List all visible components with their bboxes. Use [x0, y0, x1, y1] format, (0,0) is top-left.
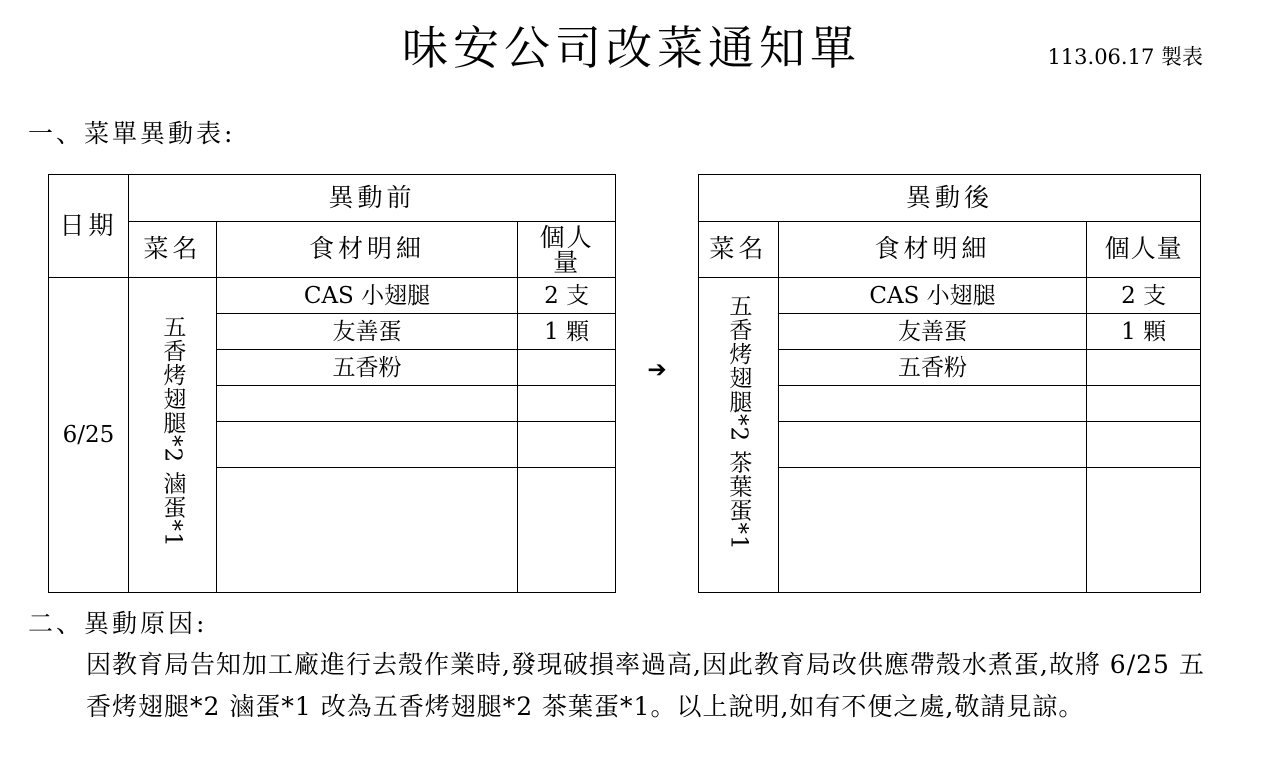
after-dish-header: 菜名	[709, 234, 768, 263]
before-qty-cell	[518, 468, 616, 593]
section-heading-menu-changes: 一、菜單異動表:	[28, 119, 236, 148]
after-change-table	[698, 174, 1201, 593]
date-header: 日期	[59, 210, 118, 240]
before-dish-header: 菜名	[143, 234, 202, 263]
after-qty-cell	[1087, 350, 1201, 386]
before-qty: 1 顆	[544, 318, 590, 345]
after-ingredient-cell	[778, 468, 1086, 593]
after-ingredient-cell	[778, 386, 1086, 422]
after-ingredient-header: 食材明細	[874, 234, 991, 263]
made-date: 113.06.17 製表	[1047, 45, 1203, 69]
before-ingredient: 友善蛋	[332, 318, 402, 345]
after-dish-cell	[699, 278, 779, 593]
date-cell	[49, 278, 129, 593]
before-qty-cell	[518, 314, 616, 350]
after-ingredient-cell	[778, 422, 1086, 468]
after-ingredient-cell	[778, 314, 1086, 350]
before-qty-header: 個人量	[539, 222, 594, 277]
after-ingredient-cell	[778, 350, 1086, 386]
before-qty-header-cell	[518, 222, 616, 278]
after-ingredient: 五香粉	[898, 354, 968, 381]
after-qty-cell	[1087, 386, 1201, 422]
after-group-header: 異動後	[905, 182, 993, 212]
before-ingredient-cell	[216, 278, 517, 314]
after-qty-cell	[1087, 278, 1201, 314]
after-qty-cell	[1087, 422, 1201, 468]
right-arrow-icon: ➔	[647, 356, 667, 383]
after-qty-cell	[1087, 468, 1201, 593]
after-qty: 2 支	[1121, 282, 1167, 309]
after-qty-header-cell	[1087, 222, 1201, 278]
section-heading-change-reason: 二、異動原因:	[28, 609, 208, 638]
after-ingredient: 友善蛋	[898, 318, 968, 345]
after-qty: 1 顆	[1121, 318, 1167, 345]
before-dish-cell	[128, 278, 216, 593]
after-ingredient-cell	[778, 278, 1086, 314]
after-ingredient: CAS 小翅腿	[869, 282, 996, 309]
before-group-header-cell	[128, 175, 615, 222]
after-group-header-cell	[699, 175, 1201, 222]
before-ingredient-header-cell	[216, 222, 517, 278]
date-value: 6/25	[62, 422, 115, 448]
before-dish-header-cell	[128, 222, 216, 278]
before-qty: 2 支	[544, 282, 590, 309]
date-header-cell	[49, 175, 129, 278]
before-ingredient-header: 食材明細	[308, 234, 425, 263]
before-qty-cell	[518, 386, 616, 422]
document-title: 味安公司改菜通知單	[402, 21, 861, 75]
after-dish-header-cell	[699, 222, 779, 278]
before-ingredient-cell	[216, 314, 517, 350]
before-ingredient-cell	[216, 386, 517, 422]
before-ingredient-cell	[216, 350, 517, 386]
before-ingredient-cell	[216, 468, 517, 593]
after-dish-name: 五香烤翅腿*2 茶葉蛋*1	[725, 294, 752, 551]
change-reason-paragraph: 因教育局告知加工廠進行去殼作業時,發現破損率過高,因此教育局改供應帶殼水煮蛋,故將 6/25 五香烤翅腿*2 滷蛋*1 改為五香烤翅腿*2 茶葉蛋*1。以上說明,如有不便之處,敬請見諒。	[86, 650, 1205, 721]
before-qty-cell	[518, 278, 616, 314]
before-dish-name: 五香烤翅腿*2 滷蛋*1	[159, 315, 186, 548]
before-ingredient-cell	[216, 422, 517, 468]
after-qty-header: 個人量	[1104, 234, 1183, 263]
before-qty-cell	[518, 422, 616, 468]
after-ingredient-header-cell	[778, 222, 1086, 278]
before-group-header: 異動前	[328, 182, 416, 212]
before-ingredient: 五香粉	[332, 354, 402, 381]
before-ingredient: CAS 小翅腿	[303, 282, 431, 309]
before-qty-cell	[518, 350, 616, 386]
after-qty-cell	[1087, 314, 1201, 350]
arrow-cell	[616, 175, 699, 593]
before-change-table	[48, 174, 699, 593]
